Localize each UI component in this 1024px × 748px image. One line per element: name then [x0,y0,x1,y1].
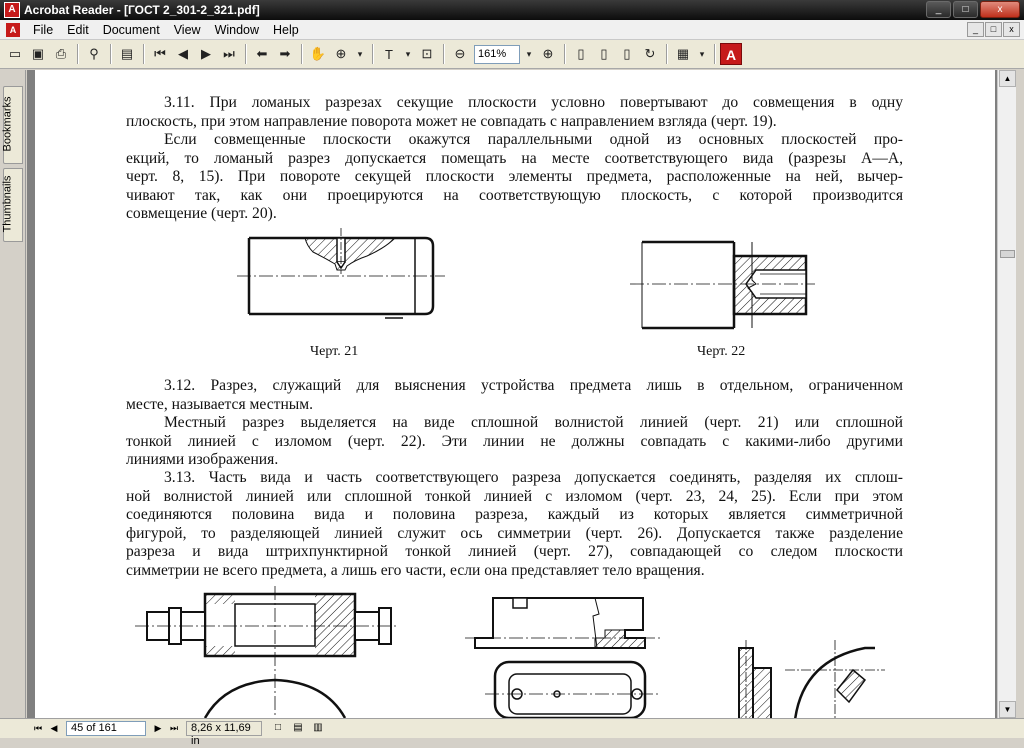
text-line: черт. 8, 15). При повороте секущей плоскости элементы предмета, расположенные на ней, вычер- [126,168,903,185]
paragraph-local-section [126,414,903,470]
text-line: ной волнистой линией или сплошной тонкой линией с изломом (черт. 23, 24, 25). Если при этом [126,487,903,505]
text-line: линиями изображения. [126,451,279,468]
menu-document[interactable]: Document [102,22,160,37]
menu-bar [0,20,1024,40]
text-select-icon[interactable]: T [385,46,393,62]
menu-window[interactable]: Window [214,22,260,37]
doc-close-button[interactable]: x [1003,22,1020,37]
drawing-24 [465,590,665,718]
scroll-down-icon[interactable]: ▼ [999,701,1016,718]
zoom-level-input[interactable]: 161% [474,45,520,64]
last-page-status-icon[interactable]: ⏭ [169,723,179,733]
text-line: симметрии не всего предмета, а лишь его части, если она представляет тело вращения. [126,561,705,579]
paragraph-combined-planes [126,131,903,224]
toolbar-divider [110,44,112,64]
menu-edit[interactable]: Edit [67,22,89,37]
text-line: разреза и вида штрихпунктирной тонкой линией (черт. 27), совпадающей со следом плоскости [126,543,903,560]
text-line: фигурой, то разделяющей линией служит ось симметрии (черт. 26). Допускается также разделение [126,524,903,542]
acrobat-icon: A [4,2,20,18]
text-line: плоскость, при этом направление поворота может не совпадать с направлением взгляда (черт. 19). [126,112,777,130]
toolbar-divider [564,44,566,64]
adobe-logo-icon[interactable]: A [720,43,742,65]
scroll-up-icon[interactable]: ▲ [999,70,1016,87]
continuous-page-icon[interactable]: ▤ [293,721,303,733]
zoom-out-icon[interactable]: ⊖ [454,46,466,61]
toolbar-divider [443,44,445,64]
minimize-button[interactable]: _ [926,1,951,18]
zoom-tool-dropdown-icon[interactable]: ▾ [357,48,363,59]
toolbar-divider [372,44,374,64]
hand-tool-icon[interactable]: ✋ [309,46,327,61]
document-icon[interactable]: A [6,23,20,37]
text-line: 3.11. При ломаных разрезах секущие плоскости условно повертывают до совмещения в одну [164,94,903,111]
save-icon[interactable]: ▣ [31,46,45,61]
paragraph-3-13 [126,469,903,580]
single-page-icon[interactable]: □ [274,721,282,733]
window-title: Acrobat Reader - [ГОСТ 2_301-2_321.pdf] [24,3,260,17]
text-line: 3.12. Разрез, служащий для выяснения устройства предмета лишь в отдельном, ограниченном [164,377,903,394]
zoom-tool-icon[interactable]: ⊕ [335,46,347,61]
close-button[interactable]: x [980,1,1020,18]
navigation-pane-tabs [0,70,26,720]
maximize-button[interactable]: □ [953,1,978,18]
doc-restore-button[interactable]: □ [985,22,1002,37]
next-page-status-icon[interactable]: ▶ [154,723,162,733]
text-line: тонкой линией с изломом (черт. 22). Эти линии не должны совпадать с какими-либо другими [126,432,903,450]
vertical-scrollbar[interactable] [997,70,1016,718]
window-edge [1016,70,1024,720]
page-layout-dropdown-icon[interactable]: ▾ [699,48,705,59]
previous-page-icon[interactable]: ◀ [178,46,188,61]
fit-page-icon[interactable]: ▯ [600,46,608,61]
zoom-in-icon[interactable]: ⊕ [542,46,554,61]
text-select-dropdown-icon[interactable]: ▾ [405,48,411,59]
title-bar [0,0,1024,20]
drawing-25 [725,640,955,718]
menu-view[interactable]: View [173,22,201,37]
last-page-icon[interactable]: ⏭ [223,46,235,61]
text-line: соединяются половина вида и половина разреза, каждый из которых является симметричной [126,506,903,523]
first-page-status-icon[interactable]: ⏮ [33,723,43,733]
tab-bookmarks-label: Bookmarks [1,96,14,152]
tab-bookmarks[interactable] [3,86,23,164]
snapshot-icon[interactable]: ⊡ [421,46,433,61]
facing-pages-icon[interactable]: ▥ [313,721,323,733]
pdf-page [35,70,995,718]
document-viewport[interactable] [27,70,997,718]
first-page-icon[interactable]: ⏮ [154,46,166,61]
go-forward-icon[interactable]: ➡ [279,46,291,61]
menu-file[interactable]: File [33,22,54,37]
text-line: Местный разрез выделяется на виде сплошной волнистой линией (черт. 21) или сплошной [164,414,903,431]
rotate-view-icon[interactable]: ↻ [644,46,656,61]
toolbar-divider [143,44,145,64]
page-number-field[interactable]: 45 of 161 [66,721,146,736]
toolbar-divider [714,44,716,64]
page-size-field: 8,26 x 11,69 in [186,721,262,736]
status-bar [0,718,1024,747]
page-layout-icon[interactable]: ▦ [676,46,690,61]
text-line: 3.13. Часть вида и часть соответствующего разреза допускается соединять, разделяя их сплош- [164,469,903,486]
text-line: екций, то ломаный разрез допускается помещать на месте соответствующего вида (разрезы А—А, [126,149,903,167]
drawing-21 [245,234,445,324]
caption-drawing-22: Черт. 22 [697,344,746,359]
doc-minimize-button[interactable]: _ [967,22,984,37]
text-line: чивают так, как они проецируются на соответствующую плоскость, с которой производится [126,186,903,204]
actual-size-icon[interactable]: ▯ [577,46,585,61]
tab-thumbnails[interactable] [3,168,23,242]
print-icon[interactable]: ⎙ [55,46,67,61]
search-icon[interactable]: ⚲ [89,46,99,61]
paragraph-3-11 [126,94,903,131]
zoom-dropdown-icon[interactable]: ▾ [526,48,532,59]
toolbar [0,40,1024,69]
toolbar-divider [666,44,668,64]
next-page-icon[interactable]: ▶ [201,46,211,61]
previous-page-status-icon[interactable]: ◀ [50,723,58,733]
menu-help[interactable]: Help [273,22,299,37]
toolbar-divider [301,44,303,64]
text-line: совмещение (черт. 20). [126,205,277,222]
go-back-icon[interactable]: ⬅ [256,46,268,61]
open-icon[interactable]: ▭ [8,46,22,61]
toolbar-divider [245,44,247,64]
scroll-thumb[interactable] [1000,250,1015,258]
toolbar-divider [77,44,79,64]
text-line: Если совмещенные плоскости окажутся параллельными одной из основных плоскостей про- [164,131,903,148]
tab-thumbnails-label: Thumbnails [1,175,14,233]
text-line: месте, называется местным. [126,395,314,413]
fit-width-icon[interactable]: ▯ [623,46,631,61]
drawing-23 [135,590,395,718]
show-navigation-icon[interactable]: ▤ [120,46,134,61]
paragraph-3-12 [126,377,903,414]
drawing-22 [640,240,815,332]
caption-drawing-21: Черт. 21 [310,344,359,359]
